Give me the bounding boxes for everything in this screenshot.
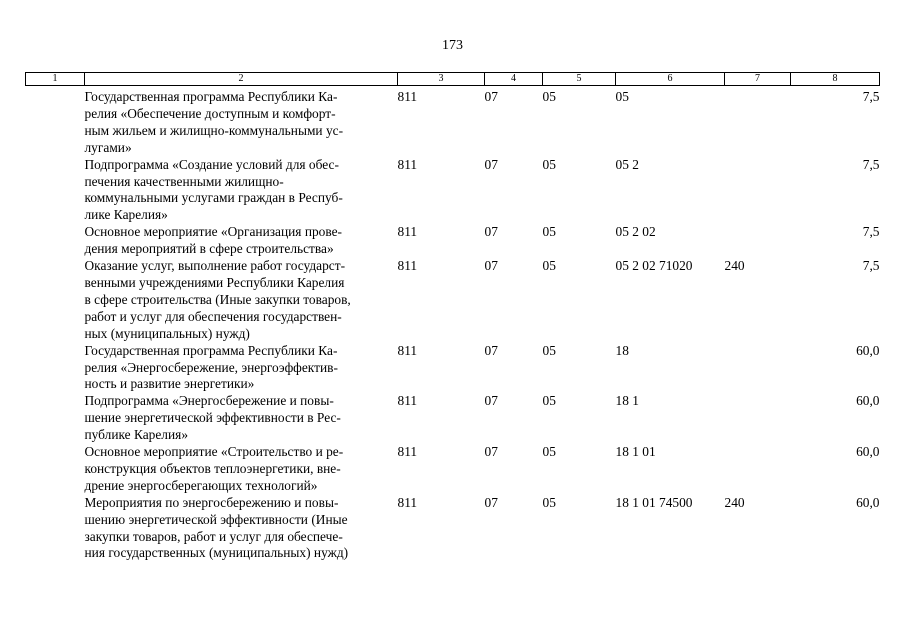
expense-type-cell: 240 (724, 494, 745, 510)
row-number-cell (26, 258, 85, 343)
expense-type-cell (725, 224, 791, 258)
section-cell: 07 (484, 494, 498, 510)
amount-cell: 7,5 (862, 156, 880, 172)
amount-cell: 60,0 (856, 393, 880, 409)
row-name-line: лике Карелия» (84, 207, 168, 223)
target-article-cell: 05 2 (615, 156, 639, 172)
row-name-cell (85, 258, 398, 343)
column-header: 1 (26, 73, 85, 86)
column-header: 2 (85, 73, 398, 86)
column-header: 6 (616, 73, 725, 86)
row-name-line: публике Карелия» (84, 427, 189, 443)
row-name-cell (85, 86, 398, 157)
subsection-cell: 05 (542, 258, 556, 274)
subsection-cell: 05 (542, 393, 556, 409)
target-article-cell: 18 1 01 (615, 444, 656, 460)
expense-type-cell: 240 (724, 258, 745, 274)
expense-type-cell (725, 86, 791, 157)
row-name-line: Основное мероприятие «Организация прове- (84, 224, 343, 240)
row-number-cell (26, 157, 85, 225)
amount-cell: 7,5 (862, 224, 880, 240)
table-row (26, 495, 880, 563)
row-name-line: ным жильем и жилищно-коммунальными ус- (84, 122, 344, 138)
row-name-line: шению энергетической эффективности (Иные (84, 511, 348, 527)
amount-cell: 7,5 (862, 89, 880, 104)
expense-type-cell (725, 444, 791, 495)
column-header: 4 (485, 73, 543, 86)
section-cell: 07 (484, 156, 498, 172)
page-number: 173 (442, 38, 463, 53)
expense-type-cell (725, 393, 791, 444)
row-name-line: ных (муниципальных) нужд) (84, 325, 250, 341)
column-header: 7 (725, 73, 791, 86)
row-number-cell (26, 495, 85, 563)
amount-cell: 60,0 (856, 342, 880, 358)
table-row (26, 224, 880, 258)
row-name-line: венными учреждениями Республики Карелия (84, 274, 345, 290)
row-name-line: в сфере строительства (Иные закупки товаров, (84, 291, 351, 307)
ministry-code-cell: 811 (397, 393, 418, 409)
table-row (26, 258, 880, 343)
row-name-line: релия «Энергосбережение, энергоэффектив- (84, 359, 338, 375)
section-cell: 07 (484, 444, 498, 460)
ministry-code-cell: 811 (397, 494, 418, 510)
row-name-line: работ и услуг для обеспечения государствен- (84, 308, 342, 324)
row-name-line: Государственная программа Республики Ка- (84, 342, 338, 358)
row-number-cell (26, 224, 85, 258)
target-article-cell: 05 2 02 (615, 224, 656, 240)
row-name-line: лугами» (84, 139, 132, 155)
target-article-cell: 18 1 (615, 393, 639, 409)
target-article-cell: 05 2 02 71020 (615, 258, 693, 274)
table-row (26, 393, 880, 444)
budget-table (25, 72, 880, 562)
row-name-line: коммунальными услугами граждан в Респуб- (84, 190, 343, 206)
column-header: 8 (791, 73, 880, 86)
section-cell: 07 (484, 224, 498, 240)
section-cell: 07 (484, 89, 498, 104)
row-name-line: релия «Обеспечение доступным и комфорт- (84, 105, 336, 121)
row-name-line: конструкция объектов теплоэнергетики, вне- (84, 460, 341, 476)
row-name-line: печения качественными жилищно- (84, 173, 284, 189)
row-name-line: Государственная программа Республики Ка- (84, 89, 338, 104)
ministry-code-cell: 811 (397, 89, 418, 104)
row-name-line: дения мероприятий в сфере строительства» (84, 241, 334, 257)
subsection-cell: 05 (542, 342, 556, 358)
ministry-code-cell: 811 (397, 224, 418, 240)
row-name-cell (85, 393, 398, 444)
row-name-cell (85, 157, 398, 225)
expense-type-cell (725, 157, 791, 225)
table-row (26, 343, 880, 394)
column-number-header (26, 73, 880, 86)
ministry-code-cell: 811 (397, 156, 418, 172)
subsection-cell: 05 (542, 444, 556, 460)
section-cell: 07 (484, 258, 498, 274)
row-number-cell (26, 393, 85, 444)
row-number-cell (26, 444, 85, 495)
target-article-cell: 18 1 01 74500 (615, 494, 693, 510)
row-name-line: Мероприятия по энергосбережению и повы- (84, 494, 339, 510)
row-name-cell (85, 224, 398, 258)
row-number-cell (26, 343, 85, 394)
row-name-line: Подпрограмма «Создание условий для обес- (84, 156, 339, 172)
section-cell: 07 (484, 393, 498, 409)
row-name-cell (85, 495, 398, 563)
subsection-cell: 05 (542, 494, 556, 510)
row-name-line: ния государственных (муниципальных) нужд) (84, 545, 349, 561)
table-row (26, 157, 880, 225)
row-name-line: дрение энергосберегающих технологий» (84, 477, 318, 493)
expense-type-cell (725, 343, 791, 394)
subsection-cell: 05 (542, 89, 556, 104)
table-row (26, 444, 880, 495)
amount-cell: 7,5 (862, 258, 880, 274)
amount-cell: 60,0 (856, 494, 880, 510)
ministry-code-cell: 811 (397, 342, 418, 358)
table-body (26, 86, 880, 563)
row-name-line: Оказание услуг, выполнение работ государст- (84, 258, 346, 274)
amount-cell: 60,0 (856, 444, 880, 460)
row-name-line: закупки товаров, работ и услуг для обеспече- (84, 528, 343, 544)
row-name-line: Подпрограмма «Энергосбережение и повы- (84, 393, 334, 409)
subsection-cell: 05 (542, 156, 556, 172)
column-header: 3 (398, 73, 485, 86)
table-row (26, 86, 880, 157)
ministry-code-cell: 811 (397, 258, 418, 274)
target-article-cell: 18 (615, 342, 629, 358)
row-name-line: шение энергетической эффективности в Рес- (84, 410, 341, 426)
row-name-line: Основное мероприятие «Строительство и ре- (84, 444, 344, 460)
target-article-cell: 05 (615, 89, 629, 104)
column-header: 5 (543, 73, 616, 86)
row-name-cell (85, 343, 398, 394)
subsection-cell: 05 (542, 224, 556, 240)
section-cell: 07 (484, 342, 498, 358)
row-name-line: ность и развитие энергетики» (84, 376, 255, 392)
ministry-code-cell: 811 (397, 444, 418, 460)
row-number-cell (26, 86, 85, 157)
row-name-cell (85, 444, 398, 495)
